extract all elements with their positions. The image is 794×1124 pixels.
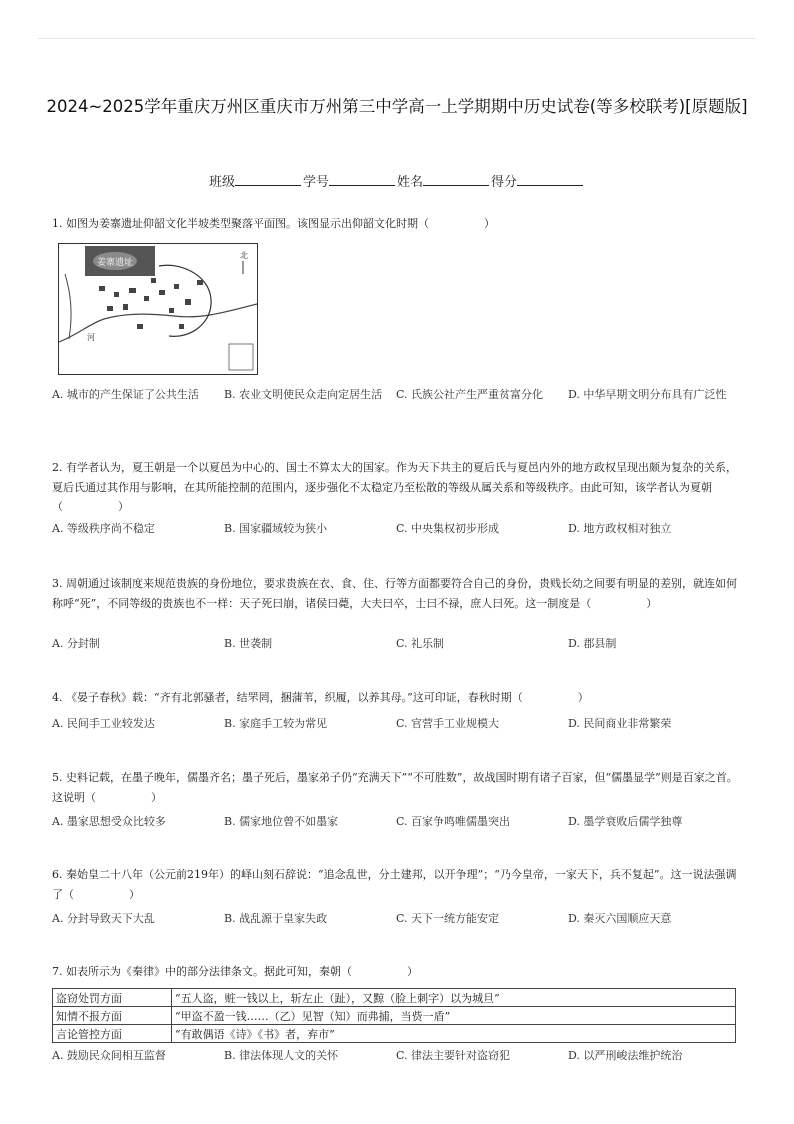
- map-dwelling: [179, 324, 184, 329]
- option-b[interactable]: B. 家庭手工较为常见: [224, 717, 328, 730]
- option-a[interactable]: A. 墨家思想受众比较多: [52, 815, 166, 828]
- score-label: 得分: [491, 175, 518, 190]
- map-legend-box: [229, 344, 253, 370]
- qin-law-table: [52, 988, 736, 1043]
- question-6: [52, 865, 742, 904]
- option-a[interactable]: A. 民间手工业较发达: [52, 717, 155, 730]
- question-7: [52, 962, 742, 982]
- table-cell-aspect: 知情不报方面: [53, 1007, 172, 1025]
- map-dwelling: [151, 278, 156, 283]
- option-b[interactable]: B. 儒家地位曾不如墨家: [224, 815, 339, 828]
- map-north-label: 北: [240, 251, 248, 260]
- question-4-stem: 4. 《晏子春秋》载：“齐有北郭骚者，结罘罔，捆蒲苇，织履，以养其母。”这可印证，春秋时期（ ）: [52, 691, 589, 704]
- table-cell-provision: “有敢偶语《诗》《书》者，弃市”: [172, 1025, 736, 1043]
- option-b[interactable]: B. 战乱源于皇家失政: [224, 912, 328, 925]
- question-3-stem: 3. 周朝通过该制度来规范贵族的身份地位，要求贵族在衣、食、住、行等方面都要符合自己的身份，贵贱长幼之间要有明显的差别，就连如何称呼“死”，不同等级的贵族也不一样：天子死曰崩，诸侯曰薨，大夫曰卒，士曰不禄，庶人曰死。这一制度是（ ）: [52, 577, 737, 610]
- map-dwelling: [197, 280, 203, 285]
- option-a[interactable]: A. 鼓励民众间相互监督: [52, 1049, 166, 1062]
- option-b[interactable]: B. 世袭制: [224, 637, 273, 650]
- class-label: 班级: [208, 175, 235, 190]
- map-river-branch: [65, 274, 71, 339]
- question-6-stem: 6. 秦始皇二十八年（公元前219年）的峄山刻石辞说：“追念乱世，分土建邦，以开争理”；“乃今皇帝，一家天下，兵不复起”。这一说法强调了（ ）: [52, 868, 737, 901]
- map-dwelling: [129, 288, 136, 293]
- settlement-map-drawing: [59, 244, 257, 374]
- option-d[interactable]: D. 中华早期文明分布具有广泛性: [568, 388, 727, 401]
- question-5-stem: 5. 史料记载，在墨子晚年，儒墨齐名；墨子死后，墨家弟子仍“充满天下”“不可胜数”，故战国时期有诸子百家，但“儒墨显学”则是百家之首。这说明（ ）: [52, 771, 738, 804]
- map-dwelling: [174, 284, 179, 289]
- option-a[interactable]: A. 分封制: [52, 637, 100, 650]
- option-c[interactable]: C. 中央集权初步形成: [396, 522, 500, 535]
- map-dwelling: [185, 299, 191, 305]
- map-river-label: 河: [87, 333, 95, 342]
- option-c[interactable]: C. 礼乐制: [396, 637, 445, 650]
- option-a[interactable]: A. 城市的产生保证了公共生活: [52, 388, 199, 401]
- student-info-line: [0, 171, 794, 190]
- question-1: [52, 214, 742, 234]
- name-label: 姓名: [397, 175, 424, 190]
- option-c[interactable]: C. 百家争鸣唯儒墨突出: [396, 815, 511, 828]
- option-c[interactable]: C. 天下一统方能安定: [396, 912, 500, 925]
- name-field[interactable]: [397, 171, 491, 190]
- option-b[interactable]: B. 律法体现人文的关怀: [224, 1049, 339, 1062]
- question-4: [52, 688, 742, 708]
- student-id-label: 学号: [302, 175, 329, 190]
- settlement-map: [58, 243, 258, 375]
- map-dwelling: [123, 304, 128, 310]
- page-title: 2024~2025学年重庆万州区重庆市万州第三中学高一上学期期中历史试卷(等多校联考)[原题版]: [46, 97, 748, 116]
- option-c[interactable]: C. 律法主要针对盗窃犯: [396, 1049, 511, 1062]
- score-field[interactable]: [491, 171, 585, 190]
- option-b[interactable]: B. 国家疆域较为狭小: [224, 522, 328, 535]
- map-dwelling: [159, 290, 165, 295]
- option-d[interactable]: D. 民间商业非常繁荣: [568, 717, 672, 730]
- page-top-rule: [38, 38, 756, 39]
- table-row: [53, 989, 736, 1007]
- map-dwelling: [144, 296, 149, 301]
- option-c[interactable]: C. 氏族公社产生严重贫富分化: [396, 388, 544, 401]
- question-7-stem: 7. 如表所示为《秦律》中的部分法律条文。据此可知，秦朝（ ）: [52, 965, 418, 978]
- question-2-stem: 2. 有学者认为，夏王朝是一个以夏邑为中心的、国土不算太大的国家。作为天下共主的夏后氏与夏邑内外的地方政权呈现出颇为复杂的关系，夏后氏通过其作用与影响，在其所能控制的范围内，逐步强化不太稳定乃至松散的等级从属关系和等级秩序。由此可知，该学者认为夏朝（ ）: [52, 461, 737, 513]
- table-row: [53, 1007, 736, 1025]
- question-2: [52, 458, 742, 517]
- map-dwelling: [169, 308, 174, 313]
- option-d[interactable]: D. 郡县制: [568, 637, 617, 650]
- option-a[interactable]: A. 分封导致天下大乱: [52, 912, 155, 925]
- table-cell-provision: “甲盗不盈一钱……（乙）见智（知）而弗捕，当赀一盾”: [172, 1007, 736, 1025]
- option-a[interactable]: A. 等级秩序尚不稳定: [52, 522, 155, 535]
- student-id-field[interactable]: [303, 171, 397, 190]
- table-cell-aspect: 盗窃处罚方面: [53, 989, 172, 1007]
- table-row: [53, 1025, 736, 1043]
- question-1-stem: 1. 如图为姜寨遗址仰韶文化半坡类型聚落平面图。该图显示出仰韶文化时期（ ）: [52, 217, 495, 230]
- option-d[interactable]: D. 墨学衰败后儒学独尊: [568, 815, 683, 828]
- option-d[interactable]: D. 秦灭六国顺应天意: [568, 912, 672, 925]
- table-cell-provision: “五人盗，赃一钱以上，斩左止（趾），又黥（脸上刺字）以为城旦”: [172, 989, 736, 1007]
- map-dwelling: [114, 292, 119, 297]
- class-field[interactable]: [209, 171, 303, 190]
- map-dwelling: [107, 306, 113, 311]
- option-d[interactable]: D. 地方政权相对独立: [568, 522, 672, 535]
- map-dwelling: [99, 286, 105, 291]
- map-site-label: 姜寨遗址: [96, 258, 134, 268]
- map-dwelling: [137, 324, 143, 329]
- question-3: [52, 574, 742, 613]
- table-cell-aspect: 言论管控方面: [53, 1025, 172, 1043]
- option-c[interactable]: C. 官营手工业规模大: [396, 717, 500, 730]
- option-d[interactable]: D. 以严刑峻法维护统治: [568, 1049, 683, 1062]
- question-5: [52, 768, 742, 807]
- option-b[interactable]: B. 农业文明使民众走向定居生活: [224, 388, 383, 401]
